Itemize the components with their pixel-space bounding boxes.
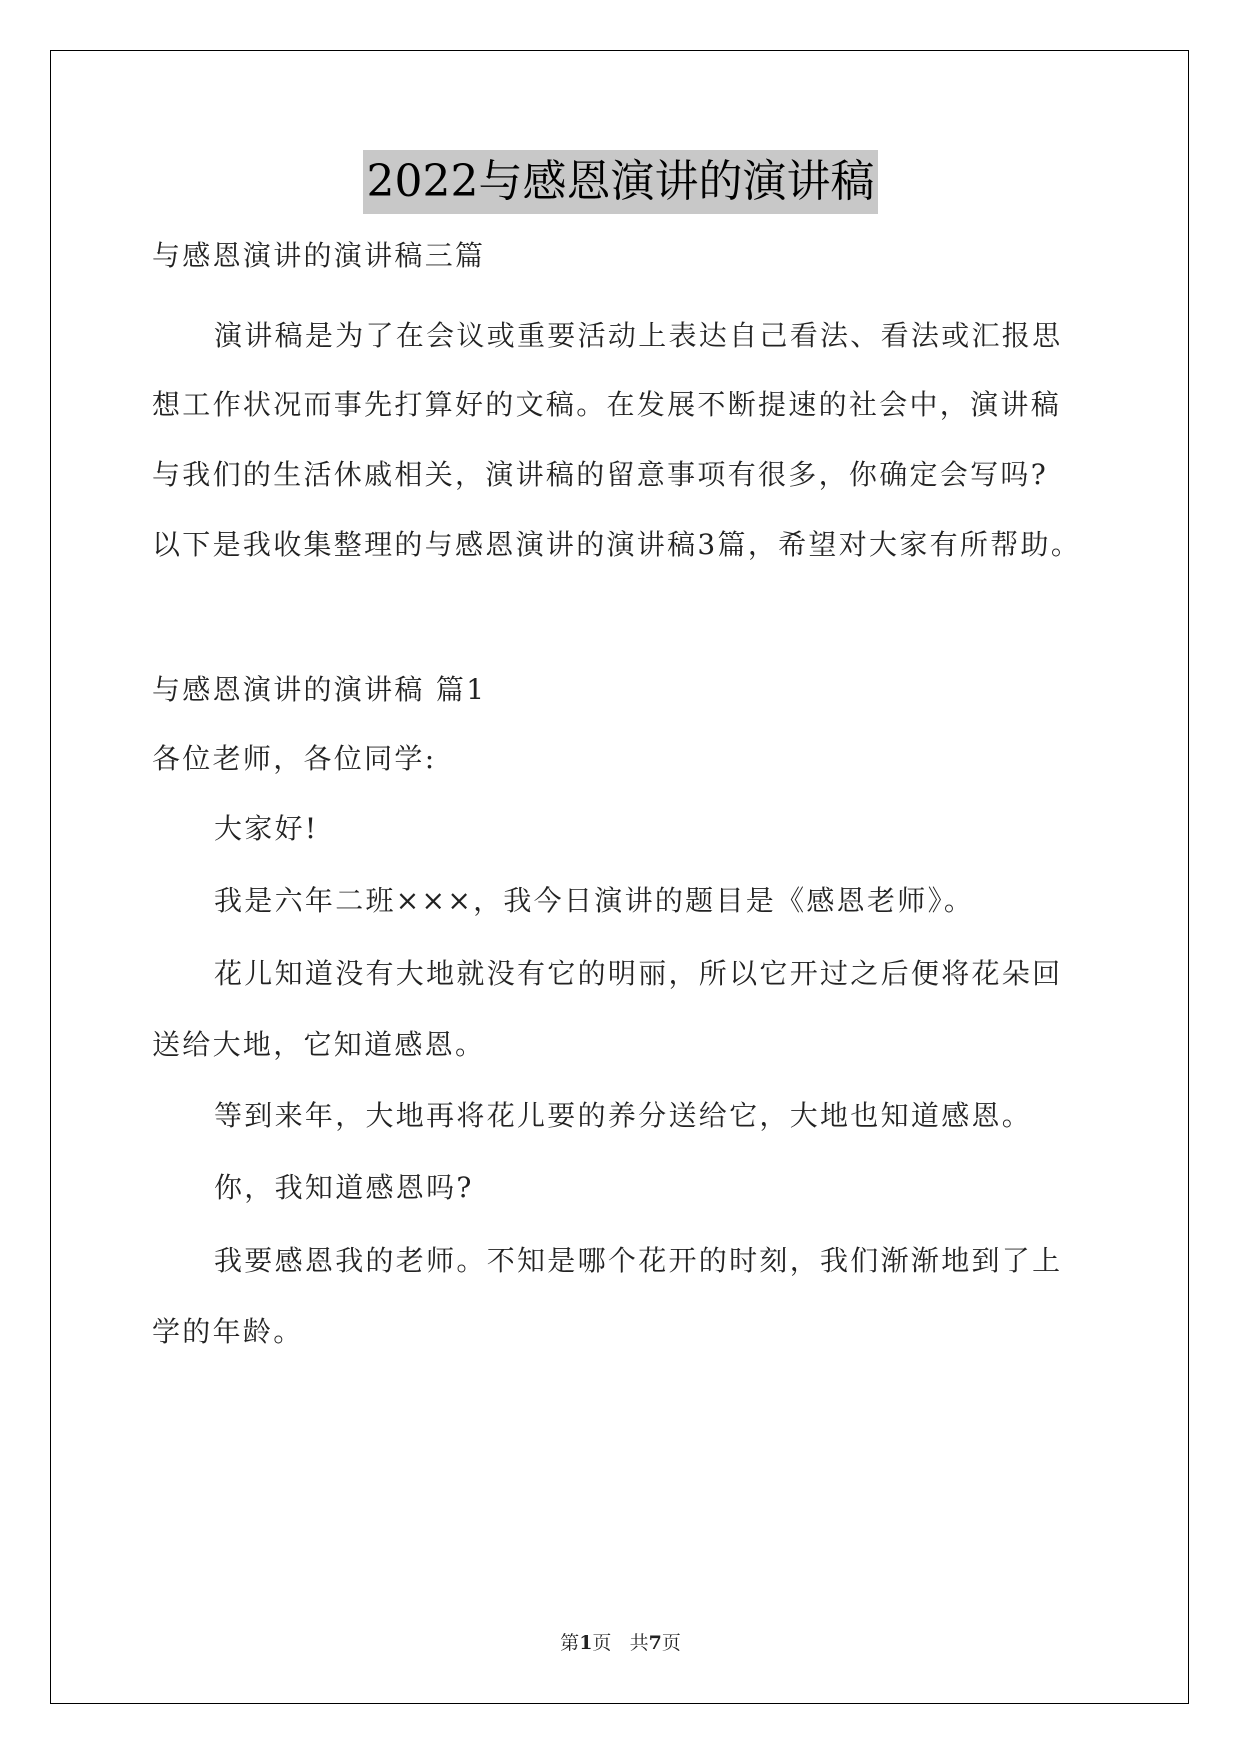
intro-line: 以下是我收集整理的与感恩演讲的演讲稿3篇，希望对大家有所帮助。 bbox=[152, 528, 1082, 561]
subtitle: 与感恩演讲的演讲稿三篇 bbox=[152, 239, 486, 272]
intro-line: 想工作状况而事先打算好的文稿。在发展不断提速的社会中，演讲稿 bbox=[152, 388, 1062, 421]
section-heading: 与感恩演讲的演讲稿 篇1 bbox=[152, 673, 487, 706]
page-footer bbox=[0, 1628, 1241, 1655]
footer-total-suffix: 页 bbox=[661, 1632, 681, 1654]
total-page-count: 7 bbox=[648, 1632, 662, 1654]
footer-page-suffix: 页 bbox=[592, 1632, 612, 1654]
salutation: 各位老师，各位同学: bbox=[152, 742, 437, 775]
footer-total-prefix: 共 bbox=[629, 1632, 649, 1654]
intro-line: 演讲稿是为了在会议或重要活动上表达自己看法、看法或汇报思 bbox=[214, 319, 1063, 352]
body-line: 学的年龄。 bbox=[152, 1315, 304, 1348]
document-title: 2022与感恩演讲的演讲稿 bbox=[363, 150, 879, 214]
body-line: 我要感恩我的老师。不知是哪个花开的时刻，我们渐渐地到了上 bbox=[214, 1244, 1063, 1277]
body-line: 你，我知道感恩吗? bbox=[214, 1171, 474, 1204]
greeting: 大家好! bbox=[214, 812, 319, 845]
body-line: 送给大地，它知道感恩。 bbox=[152, 1028, 486, 1061]
current-page-number: 1 bbox=[579, 1632, 593, 1654]
footer-prefix: 第 bbox=[560, 1632, 580, 1654]
title-container bbox=[0, 150, 1241, 214]
body-line: 等到来年，大地再将花儿要的养分送给它，大地也知道感恩。 bbox=[214, 1099, 1033, 1132]
page-border bbox=[50, 50, 1189, 1704]
body-line: 我是六年二班×××，我今日演讲的题目是《感恩老师》。 bbox=[214, 884, 975, 917]
intro-line: 与我们的生活休戚相关，演讲稿的留意事项有很多，你确定会写吗? bbox=[152, 458, 1049, 491]
body-line: 花儿知道没有大地就没有它的明丽，所以它开过之后便将花朵回 bbox=[214, 957, 1063, 990]
